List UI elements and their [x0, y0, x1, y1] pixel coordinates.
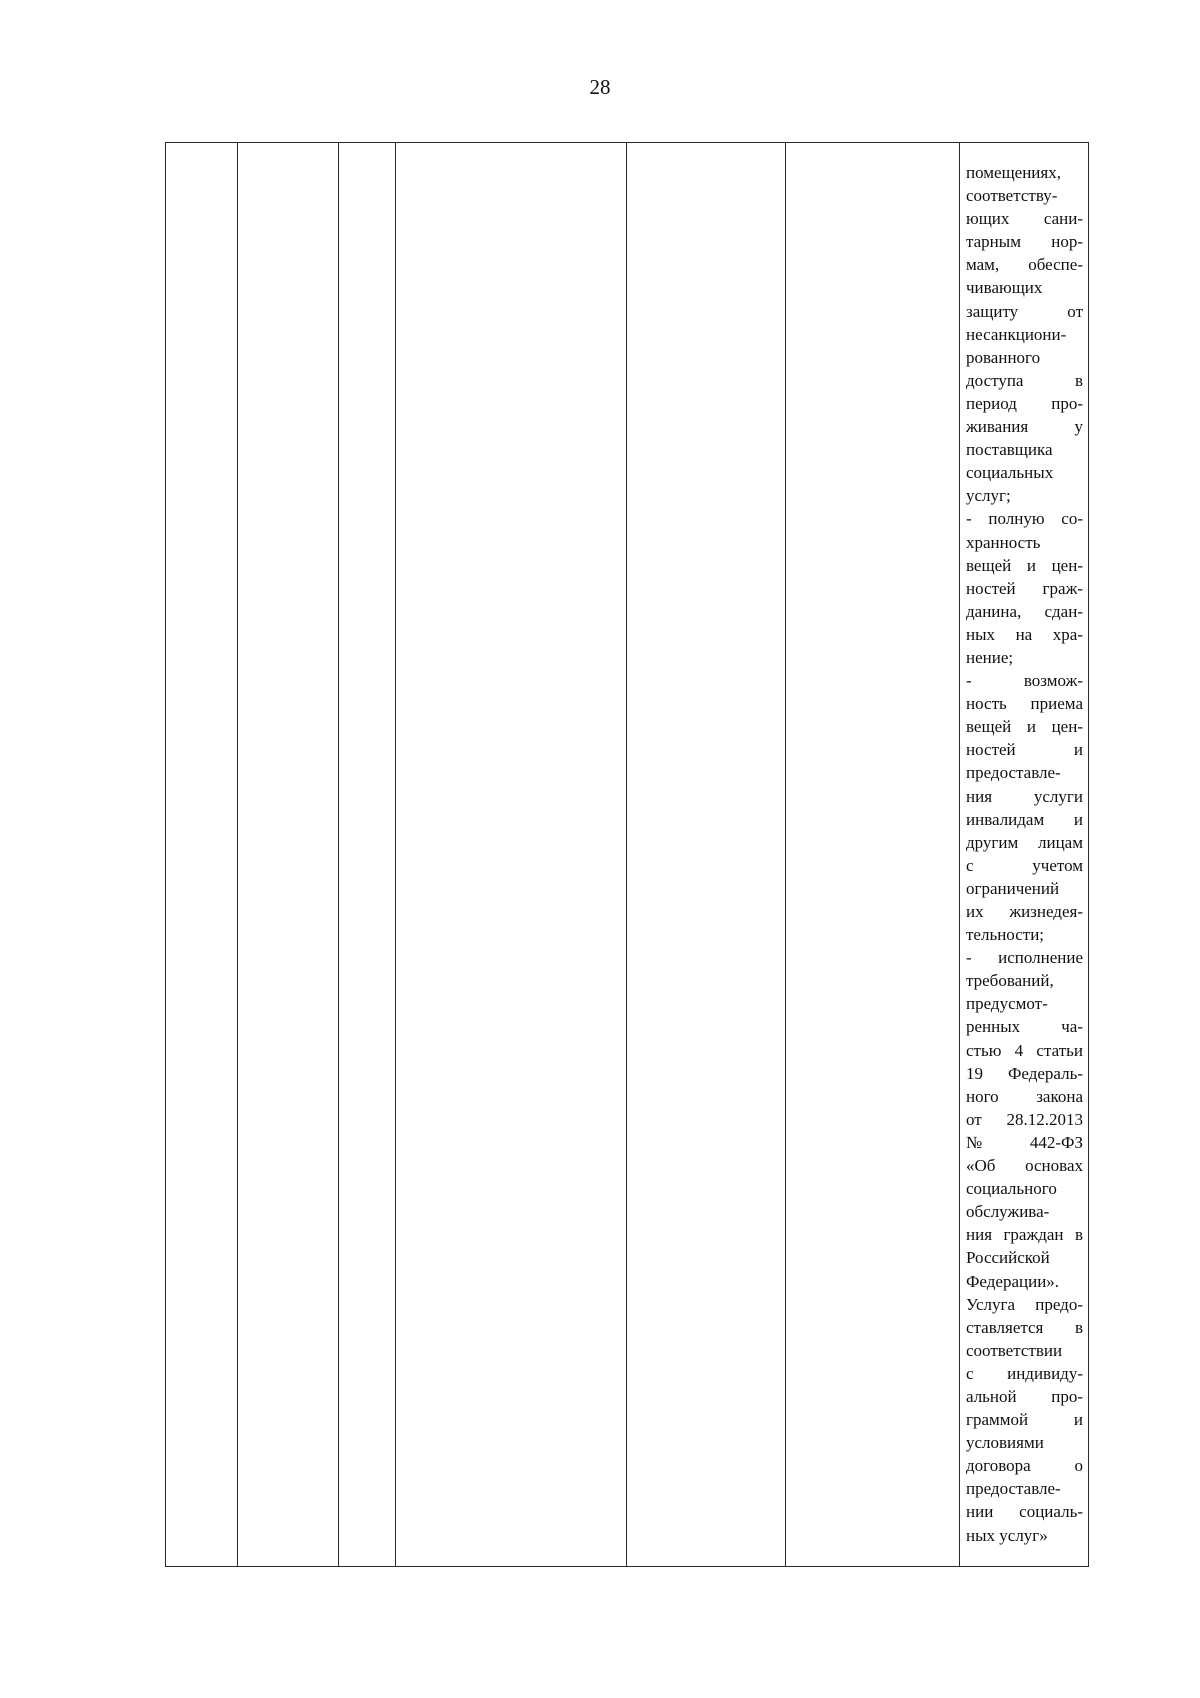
text-line: ностей граж-: [966, 578, 1083, 598]
text-line: социальных: [966, 463, 1054, 483]
text-line: социального: [966, 1179, 1057, 1199]
page-number: 28: [589, 75, 611, 99]
text-line: предоставле-: [966, 763, 1061, 783]
text-line: от 28.12.2013: [966, 1109, 1083, 1129]
text-line: ренных ча-: [966, 1017, 1083, 1037]
text-line: вещей и цен-: [966, 555, 1083, 575]
text-line: тарным нор-: [966, 232, 1083, 252]
text-line: Федерации».: [966, 1271, 1060, 1291]
text-line: с индивиду-: [966, 1363, 1083, 1383]
text-line: вещей и цен-: [966, 717, 1083, 737]
table-cell-col-1: [166, 143, 238, 1567]
text-line: чивающих: [966, 278, 1043, 298]
text-line: ния граждан в: [966, 1225, 1083, 1245]
text-line: рованного: [966, 347, 1041, 367]
text-line: тельности;: [966, 925, 1045, 945]
text-line: ограничений: [966, 878, 1060, 898]
text-line: доступа в: [966, 370, 1083, 390]
text-line: предусмот-: [966, 994, 1048, 1014]
text-line: - полную со-: [966, 509, 1083, 529]
text-line: данина, сдан-: [966, 601, 1083, 621]
text-line: ния услуги: [966, 786, 1083, 806]
text-line: Услуга предо-: [966, 1294, 1083, 1314]
text-line: нии социаль-: [966, 1502, 1083, 1522]
text-line: ставляется в: [966, 1317, 1083, 1337]
text-line: мам, обеспе-: [966, 255, 1083, 275]
text-line: альной про-: [966, 1386, 1083, 1406]
text-line: обслужива-: [966, 1202, 1050, 1222]
table-cell-col-6: [786, 143, 960, 1567]
text-line: живания у: [966, 417, 1083, 437]
text-line: № 442-ФЗ: [966, 1132, 1083, 1152]
text-line: предоставле-: [966, 1479, 1061, 1499]
text-line: соответству-: [966, 186, 1058, 206]
table-cell-col-2: [238, 143, 339, 1567]
table-cell-col-4: [396, 143, 627, 1567]
text-line: - возмож-: [966, 671, 1083, 691]
text-line: защиту от: [966, 301, 1083, 321]
text-line: хранность: [966, 532, 1041, 552]
text-line: ющих сани-: [966, 209, 1083, 229]
text-line: поставщика: [966, 440, 1053, 460]
text-line: инвалидам и: [966, 809, 1083, 829]
text-line: помещениях,: [966, 163, 1061, 182]
text-line: - исполнение: [966, 948, 1083, 968]
table-cell-service-description: [960, 143, 1089, 1567]
text-line: нение;: [966, 647, 1014, 667]
text-line: ностей и: [966, 740, 1083, 760]
text-line: «Об основах: [966, 1156, 1083, 1176]
text-line: ность приема: [966, 694, 1083, 714]
text-line: Российской: [966, 1248, 1050, 1268]
document-table: [165, 142, 1089, 1567]
text-line: ных на хра-: [966, 624, 1083, 644]
text-line: с учетом: [966, 855, 1083, 875]
service-description-text: [966, 161, 1083, 1547]
table-cell-col-5: [627, 143, 786, 1567]
text-line: другим лицам: [966, 832, 1083, 852]
table-cell-col-3: [339, 143, 396, 1567]
text-line: условиями: [966, 1433, 1044, 1453]
text-line: требований,: [966, 971, 1054, 991]
text-line: 19 Федераль-: [966, 1063, 1083, 1083]
text-line: стью 4 статьи: [966, 1040, 1083, 1060]
text-line: услуг;: [966, 486, 1011, 506]
text-line: соответствии: [966, 1340, 1063, 1360]
text-line: договора о: [966, 1456, 1083, 1476]
text-line: несанкциони-: [966, 324, 1067, 344]
text-line: их жизнедея-: [966, 902, 1083, 921]
text-line: ного закона: [966, 1086, 1083, 1106]
text-line: период про-: [966, 393, 1083, 413]
text-line: граммой и: [966, 1410, 1083, 1430]
table-row: [166, 143, 1089, 1567]
text-line: ных услуг»: [966, 1525, 1048, 1545]
